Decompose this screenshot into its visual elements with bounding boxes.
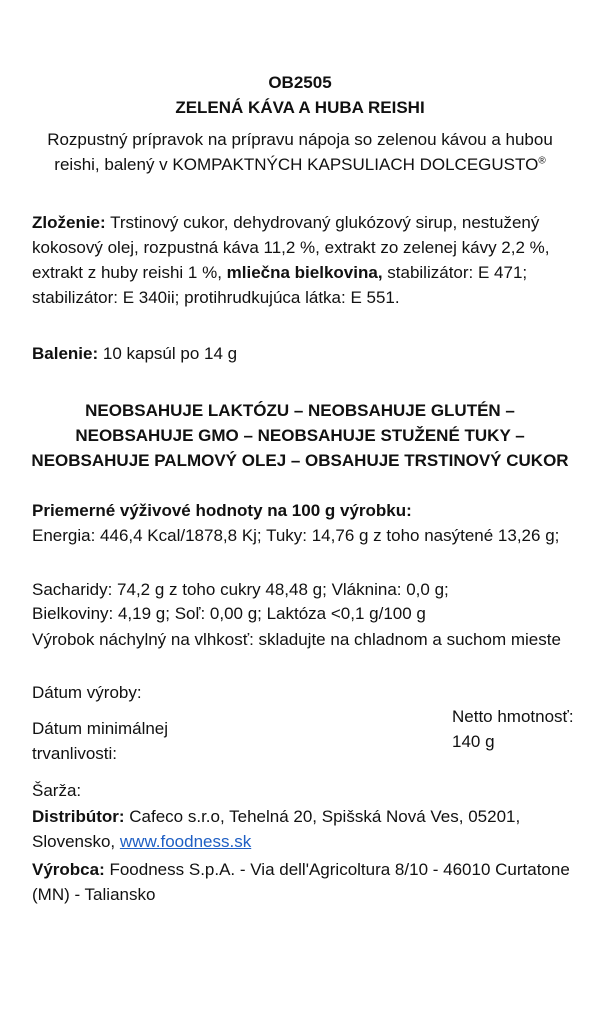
claim-line-3: NEOBSAHUJE PALMOVÝ OLEJ – OBSAHUJE TRSTINOVÝ CUKOR [31,451,569,470]
storage-note: Výrobok náchylný na vlhkosť: skladujte na chladnom a suchom mieste [32,630,561,649]
packaging: Balenie: 10 kapsúl po 14 g [32,344,238,363]
distributor: Distribútor: Cafeco s.r.o, Tehelná 20, Spišská Nová Ves, 05201, Slovensko, www.foodness.sk [32,807,521,851]
product-description: Rozpustný prípravok na prípravu nápoja so zelenou kávou a hubou reishi, balený v KOMPAKTNÝCH KAPSULIACH DOLCEGUSTO® [47,130,553,174]
composition: Zloženie: Trstinový cukor, dehydrovaný glukózový sirup, nestužený kokosový olej, rozpustná káva 11,2 %, extrakt zo zelenej kávy 2,2 %, extrakt z huby reishi 1 %, mliečna bielkovina, stabilizátor: E 471; stabilizátor: E 340ii; protihrudkujúca látka: E 551. [32,213,550,307]
best-before-date: Dátum minimálnej trvanlivosti: [32,719,169,763]
nutrition-protein: Bielkoviny: 4,19 g; Soľ: 0,00 g; Laktóza <0,1 g/100 g [32,604,426,623]
nutrition-carbs: Sacharidy: 74,2 g z toho cukry 48,48 g; Vláknina: 0,0 g; [32,580,449,599]
registered-mark: ® [538,155,546,167]
distributor-label: Distribútor: [32,807,125,826]
nutrition-energy: Energia: 446,4 Kcal/1878,8 Kj; Tuky: 14,76 g z toho nasýtené 13,26 g; [32,526,560,545]
product-title: ZELENÁ KÁVA A HUBA REISHI [175,98,425,117]
producer-label: Výrobca: [32,860,105,879]
claim-line-1: NEOBSAHUJE LAKTÓZU – NEOBSAHUJE GLUTÉN – [85,401,515,420]
website-link[interactable]: www.foodness.sk [119,832,252,851]
product-code: OB2505 [268,73,332,92]
producer: Výrobca: Foodness S.p.A. - Via dell'Agricoltura 8/10 - 46010 Curtatone (MN) - Taliansko [32,860,570,904]
free-from-claims [10,398,590,473]
composition-label: Zloženie: [32,213,106,232]
net-weight-value: 140 g [452,732,495,751]
nutrition-title: Priemerné výživové hodnoty na 100 g výrobku: [32,501,412,520]
production-date: Dátum výroby: [32,683,142,702]
allergen-text: mliečna bielkovina, [226,263,383,282]
net-weight [452,704,582,754]
batch: Šarža: [32,781,82,800]
net-weight-label: Netto hmotnosť: [452,707,574,726]
claim-line-2: NEOBSAHUJE GMO – NEOBSAHUJE STUŽENÉ TUKY – [75,426,525,445]
packaging-label: Balenie: [32,344,99,363]
